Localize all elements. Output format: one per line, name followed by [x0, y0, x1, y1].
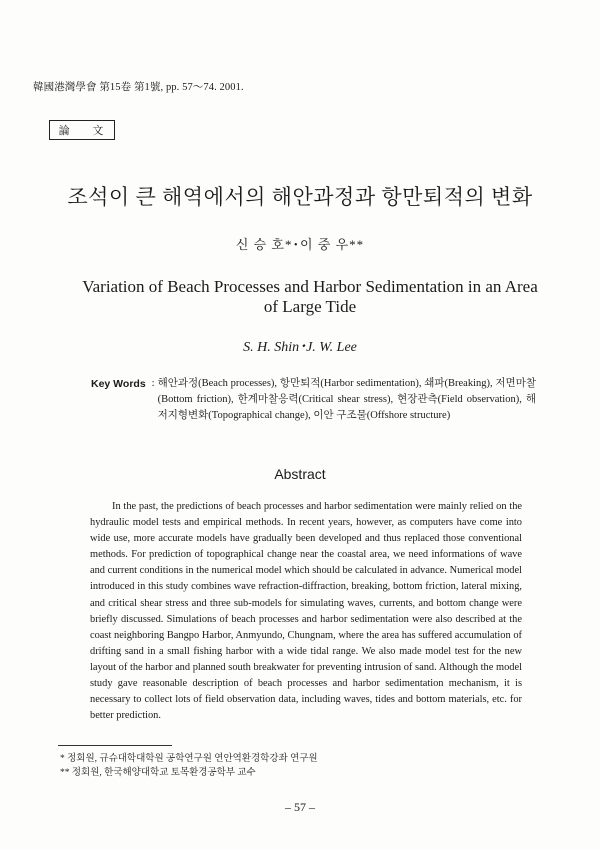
keywords-colon: : [151, 378, 155, 389]
english-authors: S. H. Shin･J. W. Lee [243, 340, 357, 355]
journal-citation: 韓國港灣學會 第15卷 第1號, pp. 57～74. 2001. [33, 82, 244, 93]
footnote-1: * 정회원, 규슈대학대학원 공학연구원 연안역환경학강좌 연구원 [60, 754, 318, 764]
keywords-label: Key Words [91, 378, 146, 390]
footnotes [60, 752, 318, 780]
footnote-divider [58, 745, 172, 746]
korean-title: 조석이 큰 해역에서의 해안과정과 항만퇴적의 변화 [67, 185, 533, 209]
keywords-text: 해안과정(Beach processes), 항만퇴적(Harbor sedimentation), 쇄파(Breaking), 저면마찰(Bottom friction), 한계마찰응력(Critical shear stress), 현장관측(Field observation), 해저지형변화(Topographical change), 이안 구조물(Offshore structure) [157, 378, 536, 421]
korean-authors: 신 승 호*･이 중 우** [235, 237, 365, 252]
abstract-heading: Abstract [274, 466, 326, 482]
abstract-text: In the past, the predictions of beach processes and harbor sedimentation were mainly relied on the hydraulic model tests and empirical methods. In recent years, however, as computers have come into wide use, more accurate models have gradually been developed and thus replaced those conventional methods. For prediction of topographical change near the coastal area, we need informations of wave and current conditions in the numerical model which should be calculated in advance. Numerical model introduced in this study combines wave refraction-diffraction, breaking, bottom friction, lateral mixing, and critical shear stress and three sub-models for simulating waves, currents, and bottom change were briefly discussed. Simulations of beach processes and harbor sedimentation were also described at the coast neighboring Bangpo Harbor, Anmyundo, Chungnam, where the area has suffered accumulation of drifting sand in a small fishing harbor with a wide tidal range. We also made model test for the new layout of the harbor and planned south breakwater for preventing intrusion of sand. Although the model study gave reasonable description of beach processes and harbor sedimentation mechanism, it is necessary to collect lots of field observation data, including waves, tides and bottom materials, etc. for better prediction. [90, 501, 522, 722]
keywords-block [91, 376, 536, 424]
section-label: 論 文 [49, 120, 115, 140]
footnote-2: ** 정회원, 한국해양대학교 토목환경공학부 교수 [60, 768, 256, 778]
english-title: Variation of Beach Processes and Harbor Sedimentation in an Area of Large Tide [82, 277, 538, 316]
page-number: – 57 – [285, 800, 315, 814]
